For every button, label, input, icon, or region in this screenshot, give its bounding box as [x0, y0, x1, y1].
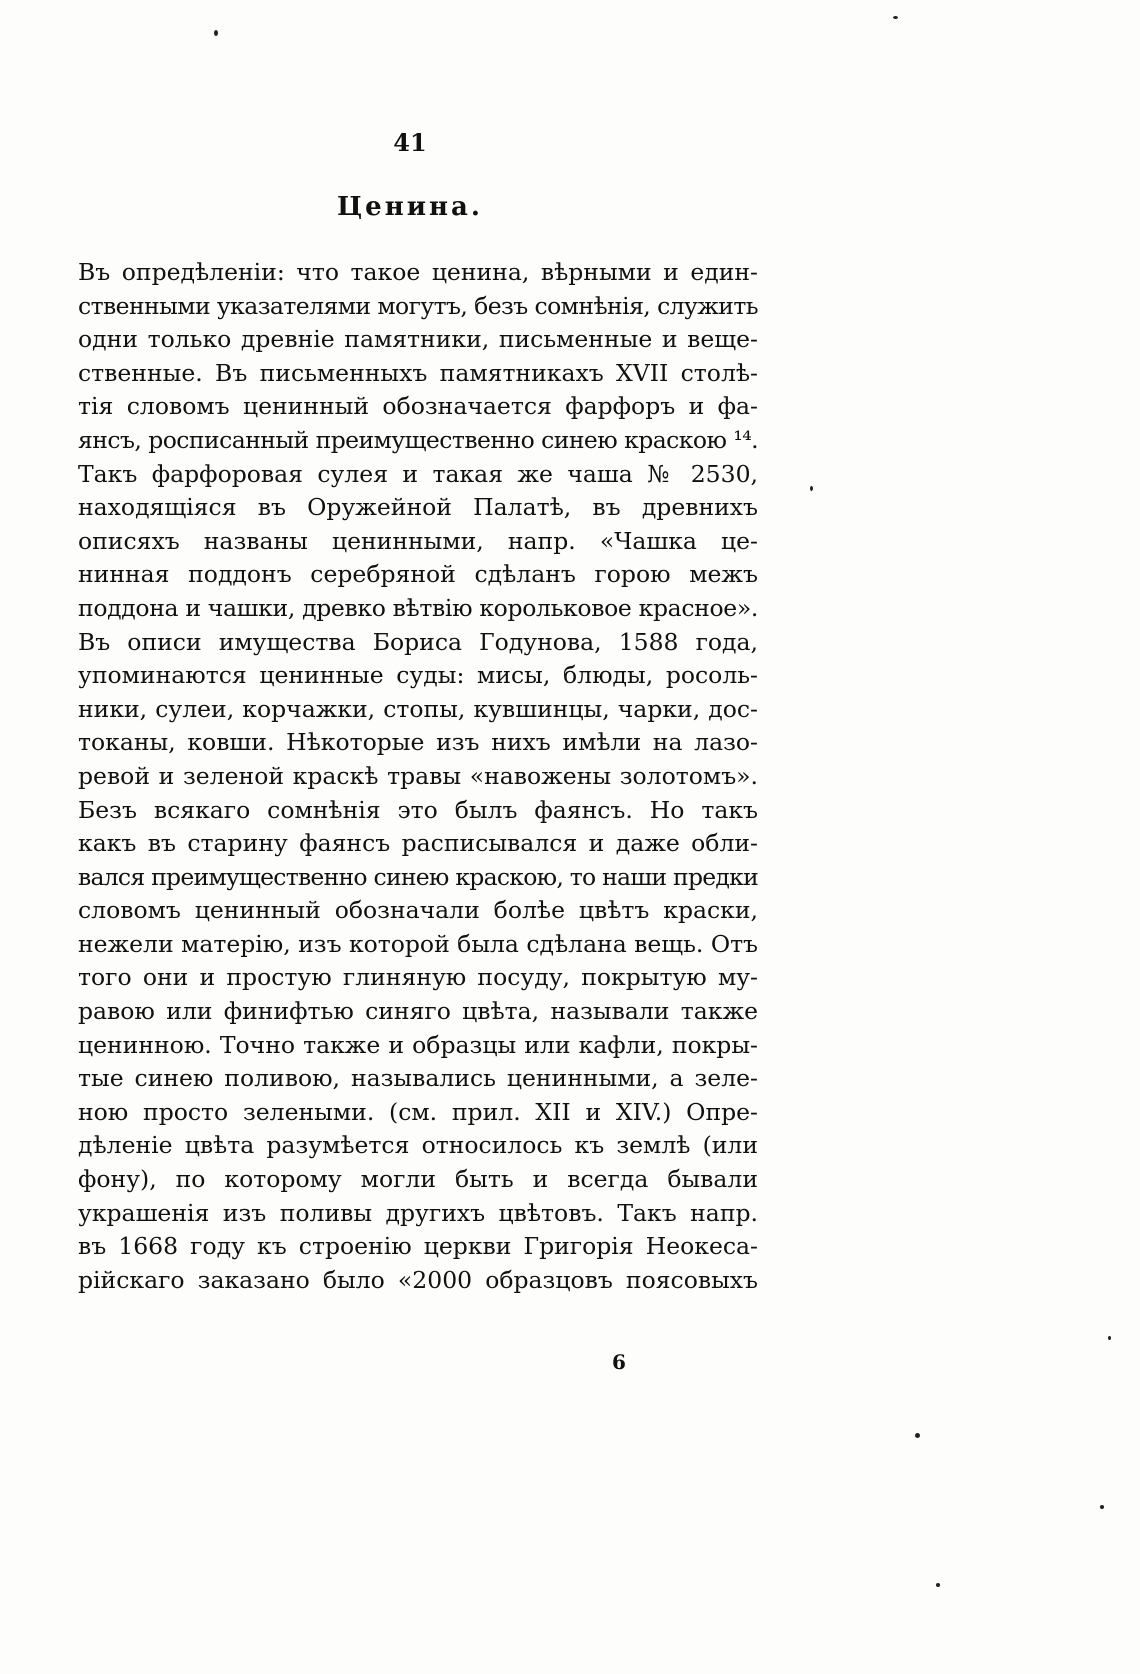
scan-speck [1100, 1505, 1104, 1509]
text-line: упоминаются ценинные суды: мисы, блюды, росоль- [78, 661, 758, 690]
scan-speck [915, 1433, 920, 1438]
text-line: ною просто зелеными. (см. прил. XII и XIV.) Опре- [78, 1097, 758, 1126]
page-number: 41 [393, 128, 427, 157]
text-line: нинная поддонъ серебряной сдѣланъ горою межъ [78, 560, 758, 589]
text-line: равою или финифтью синяго цвѣта, называли также [78, 997, 758, 1026]
text-line: янсъ, росписанный преимущественно синею краскою ¹⁴. [78, 425, 758, 454]
text-line: вался преимущественно синею краскою, то наши предки [78, 862, 758, 891]
text-line: ценинною. Точно также и образцы или кафли, покры- [78, 1030, 758, 1059]
scan-speck [936, 1583, 940, 1587]
text-line: находящіяся въ Оружейной Палатѣ, въ древнихъ [78, 493, 758, 522]
signature-mark: 6 [612, 1350, 626, 1374]
text-line: тые синею поливою, назывались ценинными, а зеле- [78, 1064, 758, 1093]
scan-speck [810, 486, 813, 491]
scan-speck [893, 16, 898, 19]
text-line: какъ въ старину фаянсъ расписывался и даже обли- [78, 829, 758, 858]
text-line: въ 1668 году къ строенію церкви Григорія Неокеса- [78, 1232, 758, 1261]
scan-speck [1108, 1336, 1111, 1340]
text-line: ревой и зеленой краскѣ травы «навожены золотомъ». [78, 761, 758, 790]
text-line: Въ опредѣленіи: что такое ценина, вѣрными и един- [78, 258, 758, 286]
body-text [78, 256, 758, 1297]
text-line: фону), по которому могли быть и всегда бывали [78, 1165, 758, 1194]
text-line: токаны, ковши. Нѣкоторые изъ нихъ имѣли на лазо- [78, 728, 758, 757]
chapter-title: Ценина. [337, 192, 483, 222]
text-line: поддона и чашки, древко вѣтвію корольковое красное». [78, 593, 758, 622]
text-line: того они и простую глиняную посуду, покрытую му- [78, 963, 758, 992]
text-line: одни только древніе памятники, письменные и веще- [78, 325, 758, 354]
text-line: ники, сулеи, корчажки, стопы, кувшинцы, чарки, дос- [78, 694, 758, 723]
text-line: тія словомъ ценинный обозначается фарфоръ и фа- [78, 392, 758, 421]
scan-speck [214, 30, 218, 36]
text-line: Въ описи имущества Бориса Годунова, 1588 года, [78, 627, 758, 656]
text-line: Такъ фарфоровая сулея и такая же чаша № 2530, [78, 459, 758, 488]
text-line: нежели матерію, изъ которой была сдѣлана вещь. Отъ [78, 929, 758, 958]
text-line: ственные. Въ письменныхъ памятникахъ XVII столѣ- [78, 358, 758, 387]
text-line: рійскаго заказано было «2000 образцовъ поясовыхъ [78, 1265, 758, 1294]
text-line: украшенія изъ поливы другихъ цвѣтовъ. Такъ напр. [78, 1198, 758, 1227]
text-line: ственными указателями могутъ, безъ сомнѣнія, служить [78, 291, 758, 320]
text-line: описяхъ названы ценинными, напр. «Чашка це- [78, 526, 758, 555]
text-line: дѣленіе цвѣта разумѣется относилось къ землѣ (или [78, 1131, 758, 1160]
text-line: Безъ всякаго сомнѣнія это былъ фаянсъ. Но такъ [78, 795, 758, 824]
text-line: словомъ ценинный обозначали болѣе цвѣтъ краски, [78, 896, 758, 925]
